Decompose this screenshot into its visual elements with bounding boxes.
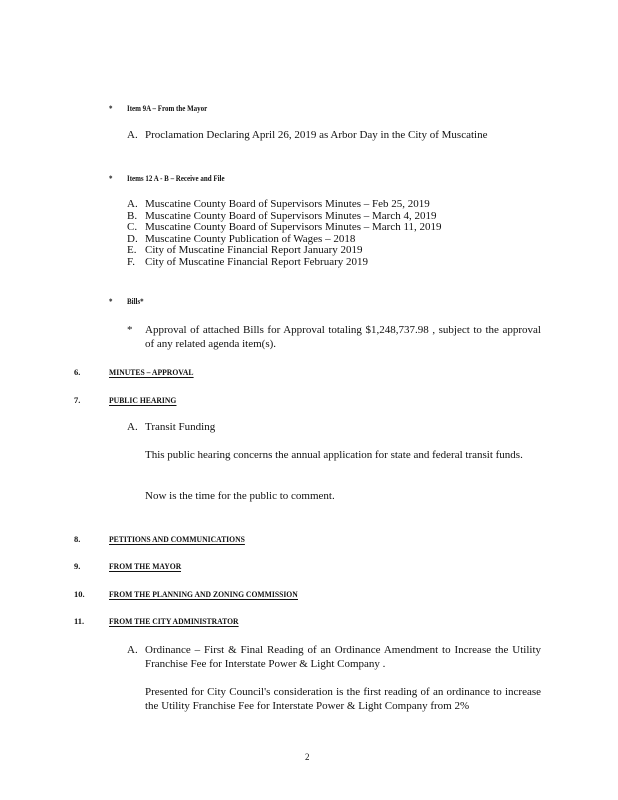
bills-approval-text: Approval of attached Bills for Approval totaling $1,248,737.98 , subject to the approval of any related agenda item(s).: [145, 324, 541, 350]
section-title: MINUTES – APPROVAL: [109, 367, 194, 377]
section-number: 9.: [74, 561, 81, 571]
list-item: C. Muscatine County Board of Supervisors Minutes – March 11, 2019: [127, 221, 442, 233]
public-hearing-paragraph: This public hearing concerns the annual application for state and federal transit funds.: [145, 449, 523, 461]
section-title: FROM THE CITY ADMINISTRATOR: [109, 616, 239, 626]
list-item: B. Muscatine County Board of Supervisors Minutes – March 4, 2019: [127, 209, 437, 222]
public-hearing-sub-title: Transit Funding: [145, 421, 216, 433]
public-hearing-comment: Now is the time for the public to comment.: [145, 490, 335, 502]
administrator-paragraph: Presented for City Council's consideration is the first reading of an ordinance to increase the Utility Franchise Fee for Interstate Power & Light Company from 2%: [145, 686, 541, 712]
list-item: A. Muscatine County Board of Supervisors Minutes – Feb 25, 2019: [127, 198, 430, 210]
item-9a-sub-letter: A.: [127, 129, 138, 141]
section-heading: [74, 561, 474, 573]
section-heading: [74, 534, 474, 546]
section-title: PETITIONS AND COMMUNICATIONS: [109, 534, 245, 544]
section-heading: [74, 395, 374, 407]
section-number: 10.: [74, 589, 85, 599]
page-number: 2: [305, 752, 310, 762]
receive-file-list: [127, 199, 442, 268]
administrator-ordinance-title: Ordinance – First & Final Reading of an Ordinance Amendment to Increase the Utility Franchise Fee for Interstate Power & Light Company .: [145, 644, 541, 670]
item-9a-proclamation: Proclamation Declaring April 26, 2019 as Arbor Day in the City of Muscatine: [145, 129, 488, 141]
bills-title: Bills*: [127, 296, 144, 306]
list-item: F. City of Muscatine Financial Report February 2019: [127, 255, 369, 268]
section-title: FROM THE MAYOR: [109, 561, 182, 571]
public-hearing-sub-letter: A.: [127, 421, 138, 433]
section-title: PUBLIC HEARING: [109, 395, 177, 405]
section-number: 6.: [74, 367, 81, 377]
section-heading: [74, 589, 474, 601]
administrator-sub-letter: A.: [127, 644, 138, 656]
bills-sub-bullet: *: [127, 324, 133, 336]
bullet-star: *: [109, 296, 113, 306]
list-item: E. City of Muscatine Financial Report January 2019: [127, 244, 363, 256]
bullet-star: *: [109, 103, 113, 113]
section-number: 11.: [74, 616, 85, 626]
section-title: FROM THE PLANNING AND ZONING COMMISSION: [109, 589, 298, 599]
items-12-title: Items 12 A - B – Receive and File: [127, 173, 225, 183]
section-heading: [74, 616, 474, 628]
bullet-star: *: [109, 173, 113, 183]
list-item: D. Muscatine County Publication of Wages – 2018: [127, 232, 356, 245]
section-number: 8.: [74, 534, 81, 544]
section-number: 7.: [74, 395, 81, 405]
item-9a-title: Item 9A – From the Mayor: [127, 103, 208, 113]
section-heading: [74, 367, 374, 379]
